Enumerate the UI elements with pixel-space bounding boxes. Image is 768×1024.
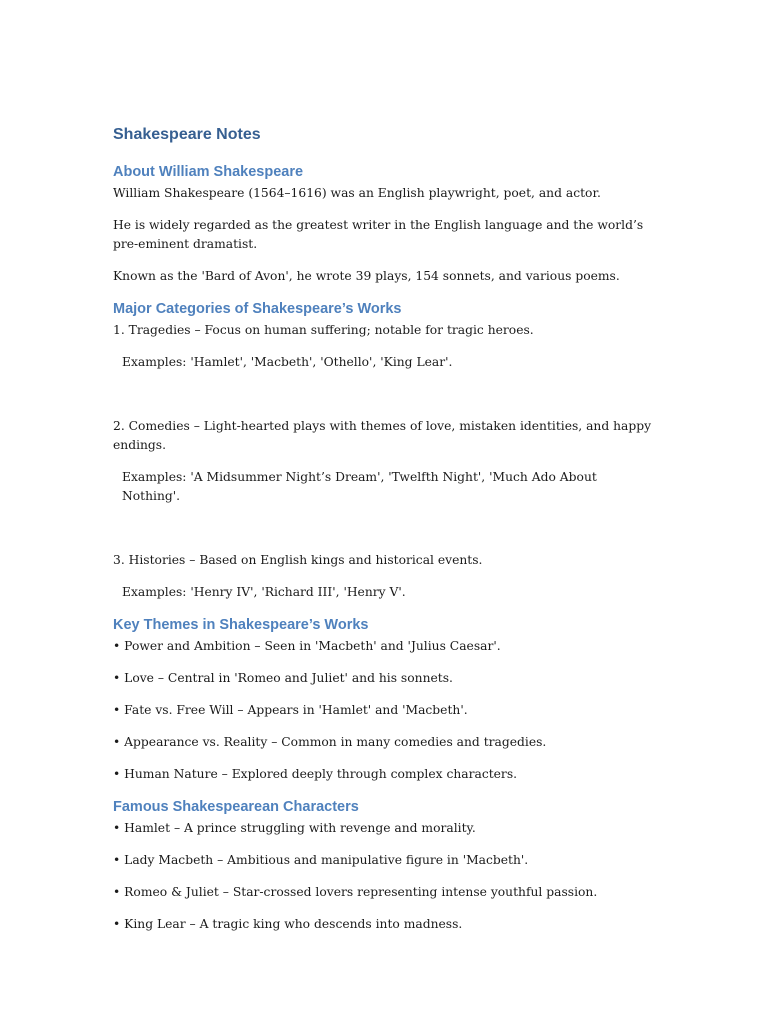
category-description: 2. Comedies – Light-hearted plays with themes of love, mistaken identities, and happy endings. bbox=[113, 419, 652, 452]
category-examples: Examples: 'Hamlet', 'Macbeth', 'Othello', 'King Lear'. bbox=[122, 355, 453, 369]
about-paragraph: He is widely regarded as the greatest writer in the English language and the world’s pre-eminent dramatist. bbox=[113, 218, 644, 251]
character-list-item: • King Lear – A tragic king who descends into madness. bbox=[113, 917, 463, 931]
theme-list-item: • Appearance vs. Reality – Common in many comedies and tragedies. bbox=[113, 735, 547, 749]
theme-list-item: • Human Nature – Explored deeply through complex characters. bbox=[113, 767, 518, 781]
about-paragraph: William Shakespeare (1564–1616) was an English playwright, poet, and actor. bbox=[113, 186, 601, 200]
character-list-item: • Hamlet – A prince struggling with revenge and morality. bbox=[113, 821, 476, 835]
document-title: Shakespeare Notes bbox=[113, 126, 261, 143]
section-heading-themes: Key Themes in Shakespeare’s Works bbox=[113, 617, 369, 633]
section-heading-characters: Famous Shakespearean Characters bbox=[113, 799, 359, 815]
character-list-item: • Lady Macbeth – Ambitious and manipulative figure in 'Macbeth'. bbox=[113, 853, 529, 867]
about-paragraph: Known as the 'Bard of Avon', he wrote 39 plays, 154 sonnets, and various poems. bbox=[113, 269, 620, 283]
theme-list-item: • Fate vs. Free Will – Appears in 'Hamlet' and 'Macbeth'. bbox=[113, 703, 468, 717]
spacer bbox=[113, 385, 653, 417]
theme-list-item: • Love – Central in 'Romeo and Juliet' and his sonnets. bbox=[113, 671, 453, 685]
category-examples: Examples: 'A Midsummer Night’s Dream', 'Twelfth Night', 'Much Ado About Nothing'. bbox=[122, 470, 597, 503]
section-heading-about: About William Shakespeare bbox=[113, 164, 304, 180]
spacer bbox=[113, 519, 653, 551]
document-page bbox=[113, 124, 653, 947]
section-heading-categories: Major Categories of Shakespeare’s Works bbox=[113, 301, 402, 317]
category-examples: Examples: 'Henry IV', 'Richard III', 'Henry V'. bbox=[122, 585, 406, 599]
category-description: 1. Tragedies – Focus on human suffering; notable for tragic heroes. bbox=[113, 323, 534, 337]
category-description: 3. Histories – Based on English kings and historical events. bbox=[113, 553, 483, 567]
theme-list-item: • Power and Ambition – Seen in 'Macbeth' and 'Julius Caesar'. bbox=[113, 639, 501, 653]
character-list-item: • Romeo & Juliet – Star-crossed lovers representing intense youthful passion. bbox=[113, 885, 598, 899]
